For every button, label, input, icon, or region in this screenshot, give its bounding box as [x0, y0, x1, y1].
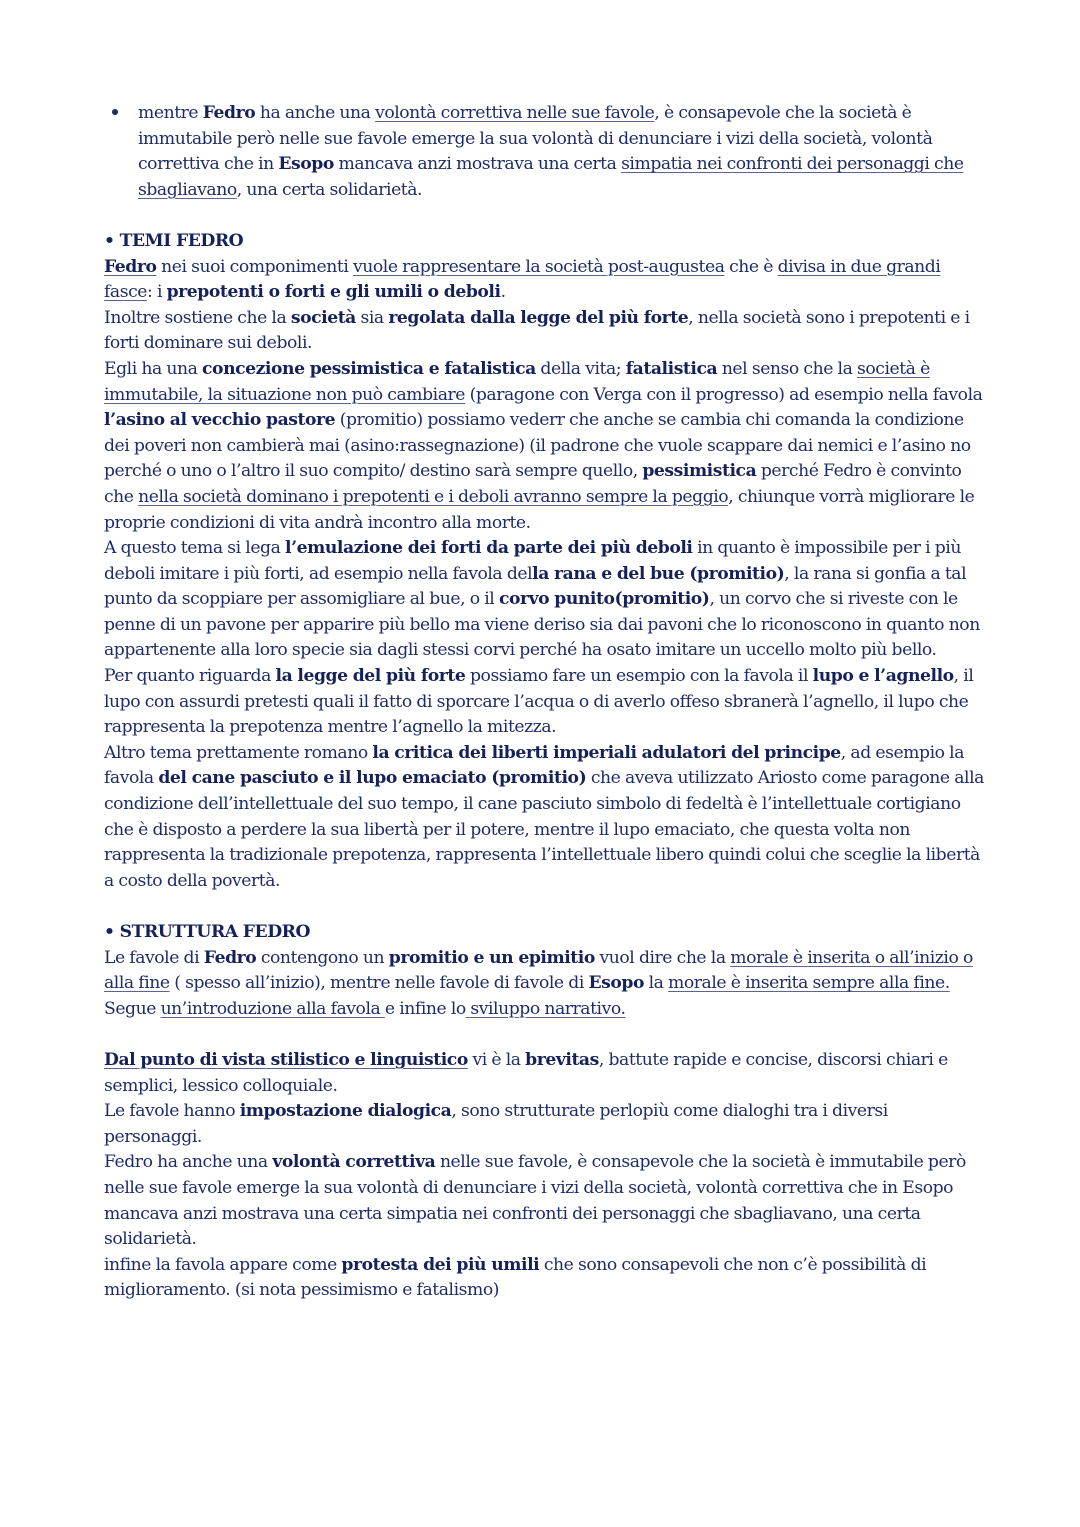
text-run: la — [643, 973, 669, 994]
underlined-run: volontà correttiva nelle sue favole — [375, 103, 655, 123]
section-heading-temi: • TEMI FEDRO — [104, 230, 244, 251]
text-run: , la rana si gonfia a tal punto da scoppiare per assomigliare al bue, o il — [104, 563, 967, 610]
underlined-run: simpatia nei confronti dei personaggi che sbagliavano — [138, 154, 964, 200]
bold-run: fatalistica — [625, 358, 718, 379]
underlined-run: società è immutabile, la situazione non può cambiare — [104, 358, 930, 405]
bold-run: corvo punito(promitio) — [498, 589, 710, 610]
text-run: Egli ha una — [104, 358, 203, 379]
text-run: vuol dire che la — [594, 947, 731, 968]
text-run: possiamo fare un esempio con la favola il — [465, 666, 813, 687]
text-run: che è — [724, 256, 778, 277]
temi-paragraph — [104, 536, 984, 664]
section-heading-struttura: • STRUTTURA FEDRO — [104, 922, 311, 942]
bold-run: Fedro — [202, 103, 256, 123]
bold-run: del cane pasciuto e il lupo emaciato (promitio) — [158, 768, 587, 789]
underlined-run: morale è inserita sempre alla fine. — [668, 973, 950, 994]
text-run: mancava anzi mostrava una certa — [333, 154, 622, 175]
bold-run: società — [290, 307, 356, 328]
underlined-run: divisa in due grandi fasce — [104, 256, 941, 303]
text-run: nelle sue favole, è consapevole che la società è immutabile però nelle sue favole emerge la sua volontà di denunciare i vizi della società, volontà correttiva che in Esopo mancava anzi mostrava una certa simpatia nei confronti dei personaggi che sbagliavano, una certa solidarietà. — [104, 1152, 966, 1250]
section-spacer — [104, 894, 984, 920]
stile-paragraph — [104, 1150, 984, 1252]
text-run: perché Fedro è convinto che — [104, 461, 962, 507]
temi-paragraph — [104, 741, 984, 895]
text-run: A questo tema si lega — [104, 538, 286, 559]
underlined-run: sviluppo narrativo. — [465, 998, 626, 1019]
bold-run: protesta dei più umili — [341, 1254, 540, 1275]
intro-bullet-item — [104, 101, 984, 203]
bullet-dot-icon — [112, 109, 118, 115]
text-run: ha anche una — [255, 103, 376, 123]
bold-run: impostazione dialogica — [239, 1101, 452, 1122]
bold-run: promitio e un epimitio — [388, 947, 595, 968]
text-run: , una certa solidarietà. — [236, 179, 423, 200]
bold-run: l’emulazione dei forti da parte dei più deboli — [285, 538, 693, 559]
text-run: Le favole di — [104, 947, 204, 968]
intro-bullet-text — [138, 101, 984, 203]
section-stile — [104, 1048, 984, 1304]
bold-run: brevitas — [525, 1049, 599, 1070]
temi-paragraph — [104, 306, 984, 357]
underlined-run: nella società dominano i prepotenti e i deboli avranno sempre la peggio — [138, 486, 729, 507]
text-run: : i — [146, 282, 167, 303]
text-run: contengono un — [256, 947, 389, 968]
document-body — [104, 101, 984, 1304]
text-run: della vita; — [535, 358, 626, 379]
text-run: in quanto è impossibile per i più deboli imitare i più forti, ad esempio nella favola del — [104, 538, 961, 584]
bold-run: la legge del più forte — [275, 666, 466, 687]
section-spacer — [104, 1022, 984, 1048]
bold-run: volontà correttiva — [272, 1152, 436, 1173]
bold-run: la critica dei liberti imperiali adulatori del principe — [372, 742, 841, 763]
text-run: e infine lo — [384, 998, 466, 1019]
text-run: Altro tema prettamente romano — [104, 742, 373, 763]
bold-run: Esopo — [588, 973, 644, 994]
text-run: ( spesso all’inizio), mentre nelle favole di favole di — [169, 973, 589, 994]
temi-paragraph — [104, 357, 984, 536]
text-run: (promitio) possiamo vederr che anche se cambia chi comanda la condizione dei poveri non cambierà mai (asino:rassegnazione) (il padrone che vuole scappare dai nemici e l’asino no perché o uno o l’altro il suo compito/ destino sarà sempre quello, — [104, 410, 971, 482]
text-run: . — [500, 282, 506, 303]
underlined-run: morale è inserita o all’inizio o alla fine — [104, 947, 973, 994]
bold-run: Fedro — [104, 256, 157, 277]
bold-run: la rana e del bue (promitio) — [532, 563, 785, 584]
text-run: , nella società sono i prepotenti e i forti dominare sui deboli. — [104, 307, 970, 354]
bold-run: l’asino al vecchio pastore — [104, 410, 336, 431]
bold-run: concezione pessimistica e fatalistica — [202, 358, 536, 379]
struttura-paragraph — [104, 946, 984, 997]
text-run: vi è la — [467, 1049, 526, 1070]
text-run: , battute rapide e concise, discorsi chiari e semplici, lessico colloquiale. — [104, 1049, 948, 1096]
text-run: , un corvo che si riveste con le penne di un pavone per apparire più bello ma viene deriso sia dai pavoni che lo riconoscono in quanto non appartenente alla loro specie sia dagli stessi corvi perché ha osato imitare un uccello molto più bello. — [104, 589, 980, 661]
stile-paragraph — [104, 1253, 984, 1304]
text-run: , chiunque vorrà migliorare le proprie condizioni di vita andrà incontro alla morte. — [104, 486, 975, 533]
text-run: che sono consapevoli che non c’è possibilità di miglioramento. (si nota pessimismo e fatalismo) — [104, 1254, 927, 1301]
bold-run: Dal punto di vista stilistico e linguistico — [104, 1049, 468, 1070]
text-run: , sono strutturate perlopiù come dialoghi tra i diversi personaggi. — [104, 1101, 888, 1147]
text-run: , ad esempio la favola — [104, 742, 964, 789]
struttura-paragraph — [104, 997, 984, 1023]
temi-paragraph — [104, 664, 984, 741]
text-run: , è consapevole che la società è immutabile però nelle sue favole emerge la sua volontà di denunciare i vizi della società, volontà correttiva che in — [138, 103, 933, 175]
text-run: Fedro ha anche una — [104, 1152, 273, 1173]
text-run: (paragone con Verga con il progresso) ad esempio nella favola — [465, 384, 983, 405]
underlined-run: un’introduzione alla favola — [160, 998, 385, 1019]
text-run: nel senso che la — [717, 358, 857, 379]
bold-run: Fedro — [203, 947, 257, 968]
bold-run: prepotenti o forti e gli umili o deboli — [166, 282, 501, 303]
text-run: Inoltre sostiene che la — [104, 307, 291, 328]
text-run: mentre — [138, 103, 203, 123]
section-temi-fedro — [104, 229, 984, 894]
stile-paragraph — [104, 1099, 984, 1150]
section-spacer — [104, 203, 984, 229]
text-run: nei suoi componimenti — [156, 256, 353, 277]
text-run: Le favole hanno — [104, 1101, 240, 1122]
text-run: Per quanto riguarda — [104, 666, 276, 687]
bold-run: Esopo — [278, 154, 334, 175]
text-run: , il lupo con assurdi pretesti quali il fatto di sporcare l’acqua o di averlo offeso sbranerà l’agnello, il lupo che rappresenta la prepotenza mentre l’agnello la mitezza. — [104, 666, 974, 738]
bold-run: regolata dalla legge del più forte — [388, 307, 689, 328]
temi-paragraph — [104, 255, 984, 306]
text-run: infine la favola appare come — [104, 1254, 342, 1275]
section-struttura-fedro — [104, 920, 984, 1022]
text-run: che aveva utilizzato Ariosto come paragone alla condizione dell’intellettuale del suo tempo, il cane pasciuto simbolo di fedeltà è l’intellettuale cortigiano che è disposto a perdere la sua libertà per il potere, mentre il lupo emaciato, che questa volta non rappresenta la tradizionale prepotenza, rappresenta l’intellettuale libero quindi colui che sceglie la libertà a costo della povertà. — [104, 768, 984, 891]
bold-run: lupo e l’agnello — [812, 666, 954, 687]
bold-run: pessimistica — [642, 461, 757, 482]
text-run: sia — [355, 307, 389, 328]
underlined-run: vuole rappresentare la società post-augustea — [353, 256, 725, 277]
stile-paragraph — [104, 1048, 984, 1099]
text-run: Segue — [104, 998, 161, 1019]
